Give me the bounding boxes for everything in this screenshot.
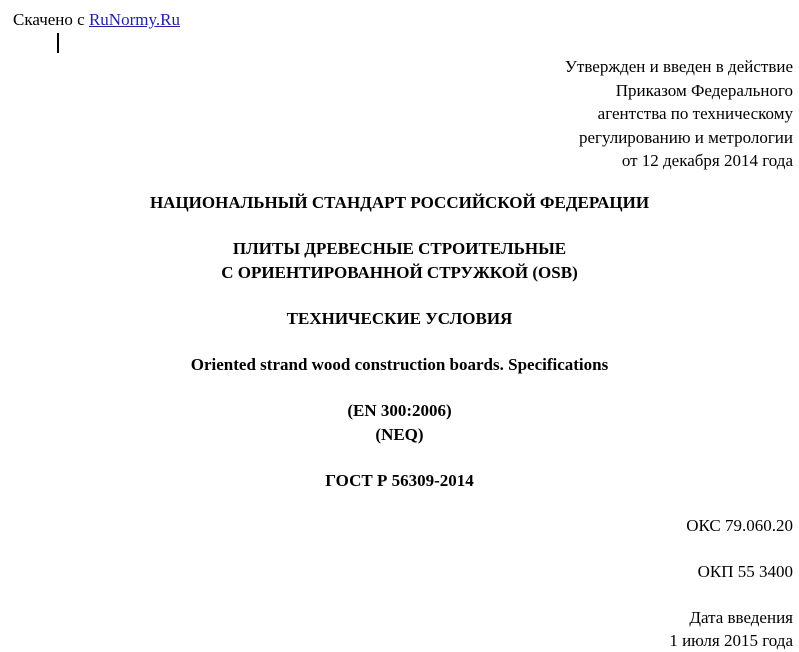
reference-standard: (EN 300:2006) [347,401,452,420]
english-title: Oriented strand wood construction boards. Specifications [190,355,609,374]
okp-code: ОКП 55 3400 [697,562,793,581]
document-title-line2: С ОРИЕНТИРОВАННОЙ СТРУЖКОЙ (OSB) [221,263,578,282]
source-prefix: Скачено с [13,10,85,29]
effective-date: 1 июля 2015 года [669,631,793,650]
source-line [13,8,180,31]
approval-line: Приказом Федерального [615,80,793,100]
document-subtitle: ТЕХНИЧЕСКИЕ УСЛОВИЯ [286,309,513,328]
approval-line: Утвержден и введен в действие [564,57,793,76]
document-title-line1: ПЛИТЫ ДРЕВЕСНЫЕ СТРОИТЕЛЬНЫЕ [232,239,567,258]
approval-line: регулированию и метрологии [578,127,793,147]
approval-block [565,55,793,173]
approval-line: от 12 декабря 2014 года [621,151,793,170]
standard-type-heading: НАЦИОНАЛЬНЫЙ СТАНДАРТ РОССИЙСКОЙ ФЕДЕРАЦИИ [149,193,650,212]
oks-code: ОКС 79.060.20 [686,516,793,535]
standard-designation: ГОСТ Р 56309-2014 [325,471,474,490]
text-cursor [57,33,59,53]
equivalence-degree: (NEQ) [375,425,424,444]
approval-line: агентства по техническому [597,104,793,123]
source-link[interactable]: RuNormy.Ru [88,10,180,29]
effective-date-label: Дата введения [689,608,793,627]
